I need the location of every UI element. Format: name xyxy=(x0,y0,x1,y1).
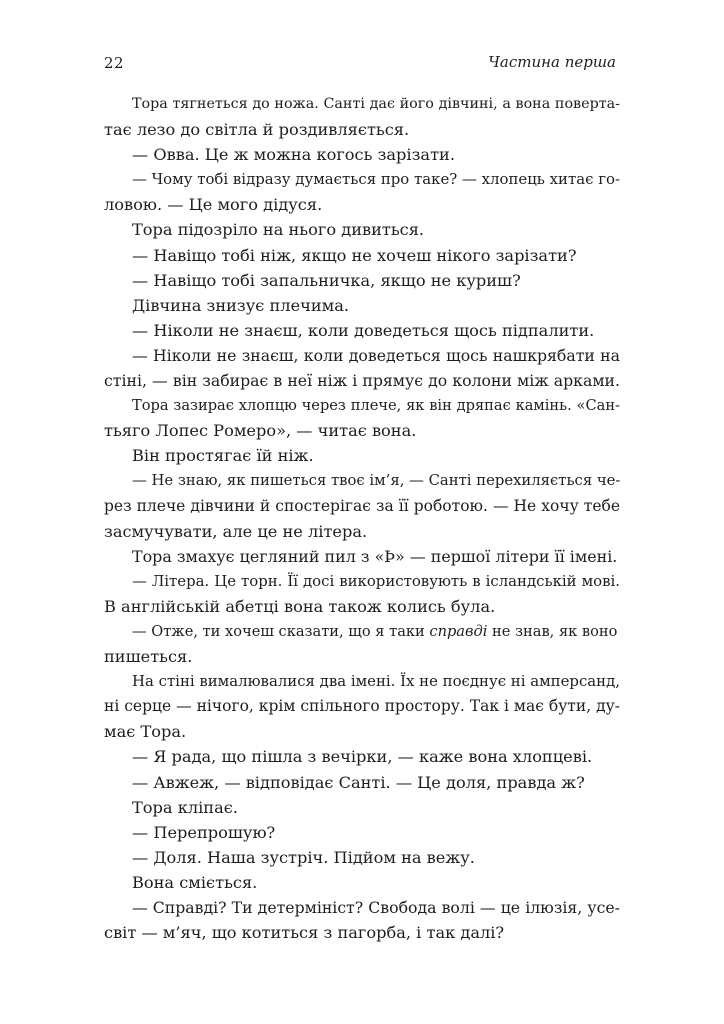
text-line: Вона сміється. xyxy=(132,872,258,892)
text-line: Тора тягнеться до ножа. Санті дає його дівчині, а вона поверта- xyxy=(132,96,620,112)
text-line: стіні, — він забирає в неї ніж і прямує до колони між арками. xyxy=(104,371,620,391)
text-segment: — Отже, ти хочеш сказати, що я таки xyxy=(132,622,430,640)
text-line: тьяго Лопес Ромеро», — читає вона. xyxy=(104,421,417,441)
text-line: — Ніколи не знаєш, коли доведеться щось підпалити. xyxy=(132,320,595,340)
text-line xyxy=(104,619,620,644)
text-line: — Я рада, що пішла з вечірки, — каже вона хлопцеві. xyxy=(132,747,593,767)
text-line: В англійській абетці вона також колись була. xyxy=(104,596,496,616)
text-line: має Тора. xyxy=(104,722,187,742)
text-line: Тора підозріло на нього дивиться. xyxy=(132,220,425,240)
text-line: тає лезо до світла й роздивляється. xyxy=(104,120,410,140)
text-line: рез плече дівчини й спостерігає за її роботою. — Не хочу тебе xyxy=(104,496,620,515)
text-line: Тора змахує цегляний пил з «Þ» — першої літери її імені. xyxy=(132,546,618,566)
text-line: — Навіщо тобі ніж, якщо не хочеш нікого зарізати? xyxy=(132,245,577,265)
text-line: — Чому тобі відразу думається про таке? — хлопець хитає го- xyxy=(132,170,620,189)
text-line: ловою. — Це мого дідуся. xyxy=(104,195,323,215)
text-line: засмучувати, але це не літера. xyxy=(104,521,368,541)
text-line: — Доля. Наша зустріч. Підйом на вежу. xyxy=(132,847,475,867)
page-number: 22 xyxy=(104,54,125,72)
text-line: — Справді? Ти детермініст? Свобода волі — це ілюзія, усе- xyxy=(132,898,620,917)
text-line: — Не знаю, як пишеться твоє ім’я, — Санті перехиляється че- xyxy=(132,472,621,490)
body-text xyxy=(104,92,620,945)
text-line: — Літера. Це торн. Її досі використовують в ісландській мові. xyxy=(132,571,620,590)
text-line: пишеться. xyxy=(104,647,193,667)
text-line: — Перепрошую? xyxy=(132,822,276,842)
text-line: — Овва. Це ж можна когось зарізати. xyxy=(132,145,455,165)
emphasized-word: справді xyxy=(429,622,488,640)
text-line: — Навіщо тобі запальничка, якщо не куриш? xyxy=(132,270,521,290)
text-line: — Авжеж, — відповідає Санті. — Це доля, правда ж? xyxy=(132,772,585,792)
text-line: ні серце — нічого, крім спільного простору. Так і має бути, ду- xyxy=(104,697,620,716)
text-line: Тора зазирає хлопцю через плече, як він дряпає камінь. «Сан- xyxy=(132,397,620,415)
text-line: — Ніколи не знаєш, коли доведеться щось нашкрябати на xyxy=(132,345,620,365)
text-line: На стіні вималювалися два імені. Їх не поєднує ні амперсанд, xyxy=(132,672,620,691)
text-line: світ — м’яч, що котиться з пагорба, і так далі? xyxy=(104,923,505,943)
text-segment: не знав, як воно xyxy=(487,622,618,640)
running-head: Частина перша xyxy=(488,53,616,71)
text-line: Тора кліпає. xyxy=(132,797,238,817)
text-line: Дівчина знизує плечима. xyxy=(132,295,350,315)
text-line: Він простягає їй ніж. xyxy=(132,446,314,466)
